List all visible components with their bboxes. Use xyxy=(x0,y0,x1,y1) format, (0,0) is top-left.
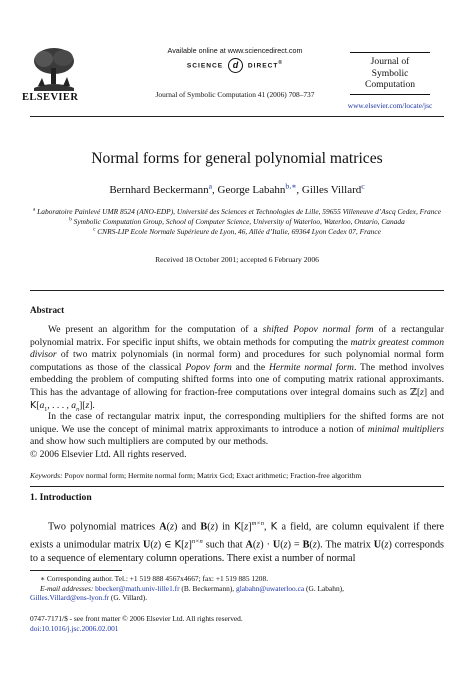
email-link[interactable]: Gilles.Villard@ens-lyon.fr xyxy=(30,593,110,602)
elsevier-wordmark: ELSEVIER xyxy=(22,92,79,103)
email-link[interactable]: glabahn@uwaterloo.ca xyxy=(236,583,305,593)
author-list: Bernhard Beckermann$^a$, George Labahn$^{b,∗}$, Gilles Villard$^c$ xyxy=(109,181,365,196)
issn-line: 0747-7171/$ - see front matter © 2006 Elsevier Ltd. All rights reserved. xyxy=(30,614,243,623)
available-online-text: Available online at www.sciencedirect.com xyxy=(167,46,303,55)
journal-name-box xyxy=(350,52,430,95)
abstract-paragraph-1: We present an algorithm for the computation of a shifted Popov normal form of a rectangular polynomial matrix. For specific input shifts, we obtain methods for computing the matrix greatest common divisor of two matrix polynomials (in normal form) and procedures for such polynomial normal form computations as those of the classical Popov form and the Hermite normal form. The method involves embedding the problem of computing shifted forms into one of computing matrix rational approximants. This has the advantage of allowing for fraction-free computations over integral domains such as ℤ[z] and $𝖪[a_1$, . . . , $a_n][z]$. xyxy=(30,324,444,413)
abstract-divider-top xyxy=(30,290,444,291)
sciencedirect-right: DIRECT xyxy=(247,62,279,70)
abstract-divider-bottom xyxy=(30,486,444,487)
keywords-label: Keywords: xyxy=(30,471,63,480)
keywords xyxy=(30,471,444,480)
author-name: Bernhard Beckermann xyxy=(109,184,209,196)
sciencedirect-logo: SCIENCE d DIRECT® xyxy=(150,58,320,73)
affiliations xyxy=(30,207,444,236)
elsevier-tree-logo xyxy=(30,44,78,92)
email-link[interactable]: bbecker@math.univ-lille1.fr xyxy=(95,583,180,593)
keywords-text: Popov normal form; Hermite normal form; Matrix Gcd; Exact arithmetic; Fraction-free algorithm xyxy=(62,471,362,480)
received-date: Received 18 October 2001; accepted 6 February 2006 xyxy=(155,255,319,264)
footnote-divider xyxy=(30,570,122,571)
journal-name-line-3: Computation xyxy=(364,79,416,90)
affiliation-c: $^c$ CNRS-LIP Ecole Normale Supérieure de Lyon, 46, Allée d’Italie, 69364 Lyon Cedex 07, France xyxy=(93,226,381,236)
article-title: Normal forms for general polynomial matrices xyxy=(91,150,383,167)
abstract-heading: Abstract xyxy=(30,305,65,315)
corresponding-author-note: ∗ Corresponding author. Tel.: +1 519 888 4567x4667; fax: +1 519 885 1208. xyxy=(40,574,269,583)
author-name: George Labahn xyxy=(217,184,286,196)
front-matter xyxy=(30,614,444,633)
email-addresses-cont: Gilles.Villard@ens-lyon.fr (G. Villard). xyxy=(30,593,148,602)
author-mark[interactable]: c xyxy=(361,181,365,191)
journal-name-line-1: Journal of xyxy=(370,56,410,67)
author-mark[interactable]: b,∗ xyxy=(285,181,297,191)
affiliation-b: $^b$ Symbolic Computation Group, School of Computer Science, University of Waterloo, Waterloo, Ontario, Canada xyxy=(69,216,405,226)
abstract-paragraph-2: In the case of rectangular matrix input, the corresponding multipliers for the shifted forms are not unique. We use the concept of minimal matrix approximants to introduce a notion of minimal multipliers and show how such multipliers are computed by our methods. xyxy=(30,411,444,448)
journal-url-link[interactable]: www.elsevier.com/locate/jsc xyxy=(347,101,433,110)
email-addresses: E-mail addresses: bbecker@math.univ-lille1.fr (B. Beckermann), glabahn@uwaterloo.ca (G. Labahn), xyxy=(40,583,344,593)
section-heading: 1. Introduction xyxy=(30,492,92,503)
sciencedirect-d-icon: d xyxy=(228,58,243,73)
author-mark[interactable]: a xyxy=(208,181,212,191)
doi-link[interactable]: doi:10.1016/j.jsc.2006.02.001 xyxy=(30,623,119,633)
footnotes xyxy=(30,574,444,603)
copyright-notice: © 2006 Elsevier Ltd. All rights reserved. xyxy=(30,449,187,460)
journal-reference: Journal of Symbolic Computation 41 (2006) 708–737 xyxy=(155,90,315,99)
author-name: Gilles Villard xyxy=(301,184,362,196)
journal-name-line-2: Symbolic xyxy=(371,67,409,79)
affiliation-a: $^a$ Laboratoire Painlevé UMR 8524 (ANO-EDP), Université des Sciences et Technologies de Lille, 59655 Villeneuve d’Ascq Cedex, France xyxy=(32,206,441,216)
sciencedirect-left: SCIENCE xyxy=(186,62,224,70)
intro-paragraph: Two polynomial matrices A(z) and B(z) in $𝖪[z]^{m\times n}$, 𝖪 a field, are column equivalent if there exists a unimodular matrix U(z) ∈ $𝖪[z]^{n\times n}$ such that A(z) · U(z) = B(z). The matrix U(z) corresponds to a sequence of elementary column operations. There exist a number of normal xyxy=(30,520,445,565)
header-divider xyxy=(30,116,444,117)
